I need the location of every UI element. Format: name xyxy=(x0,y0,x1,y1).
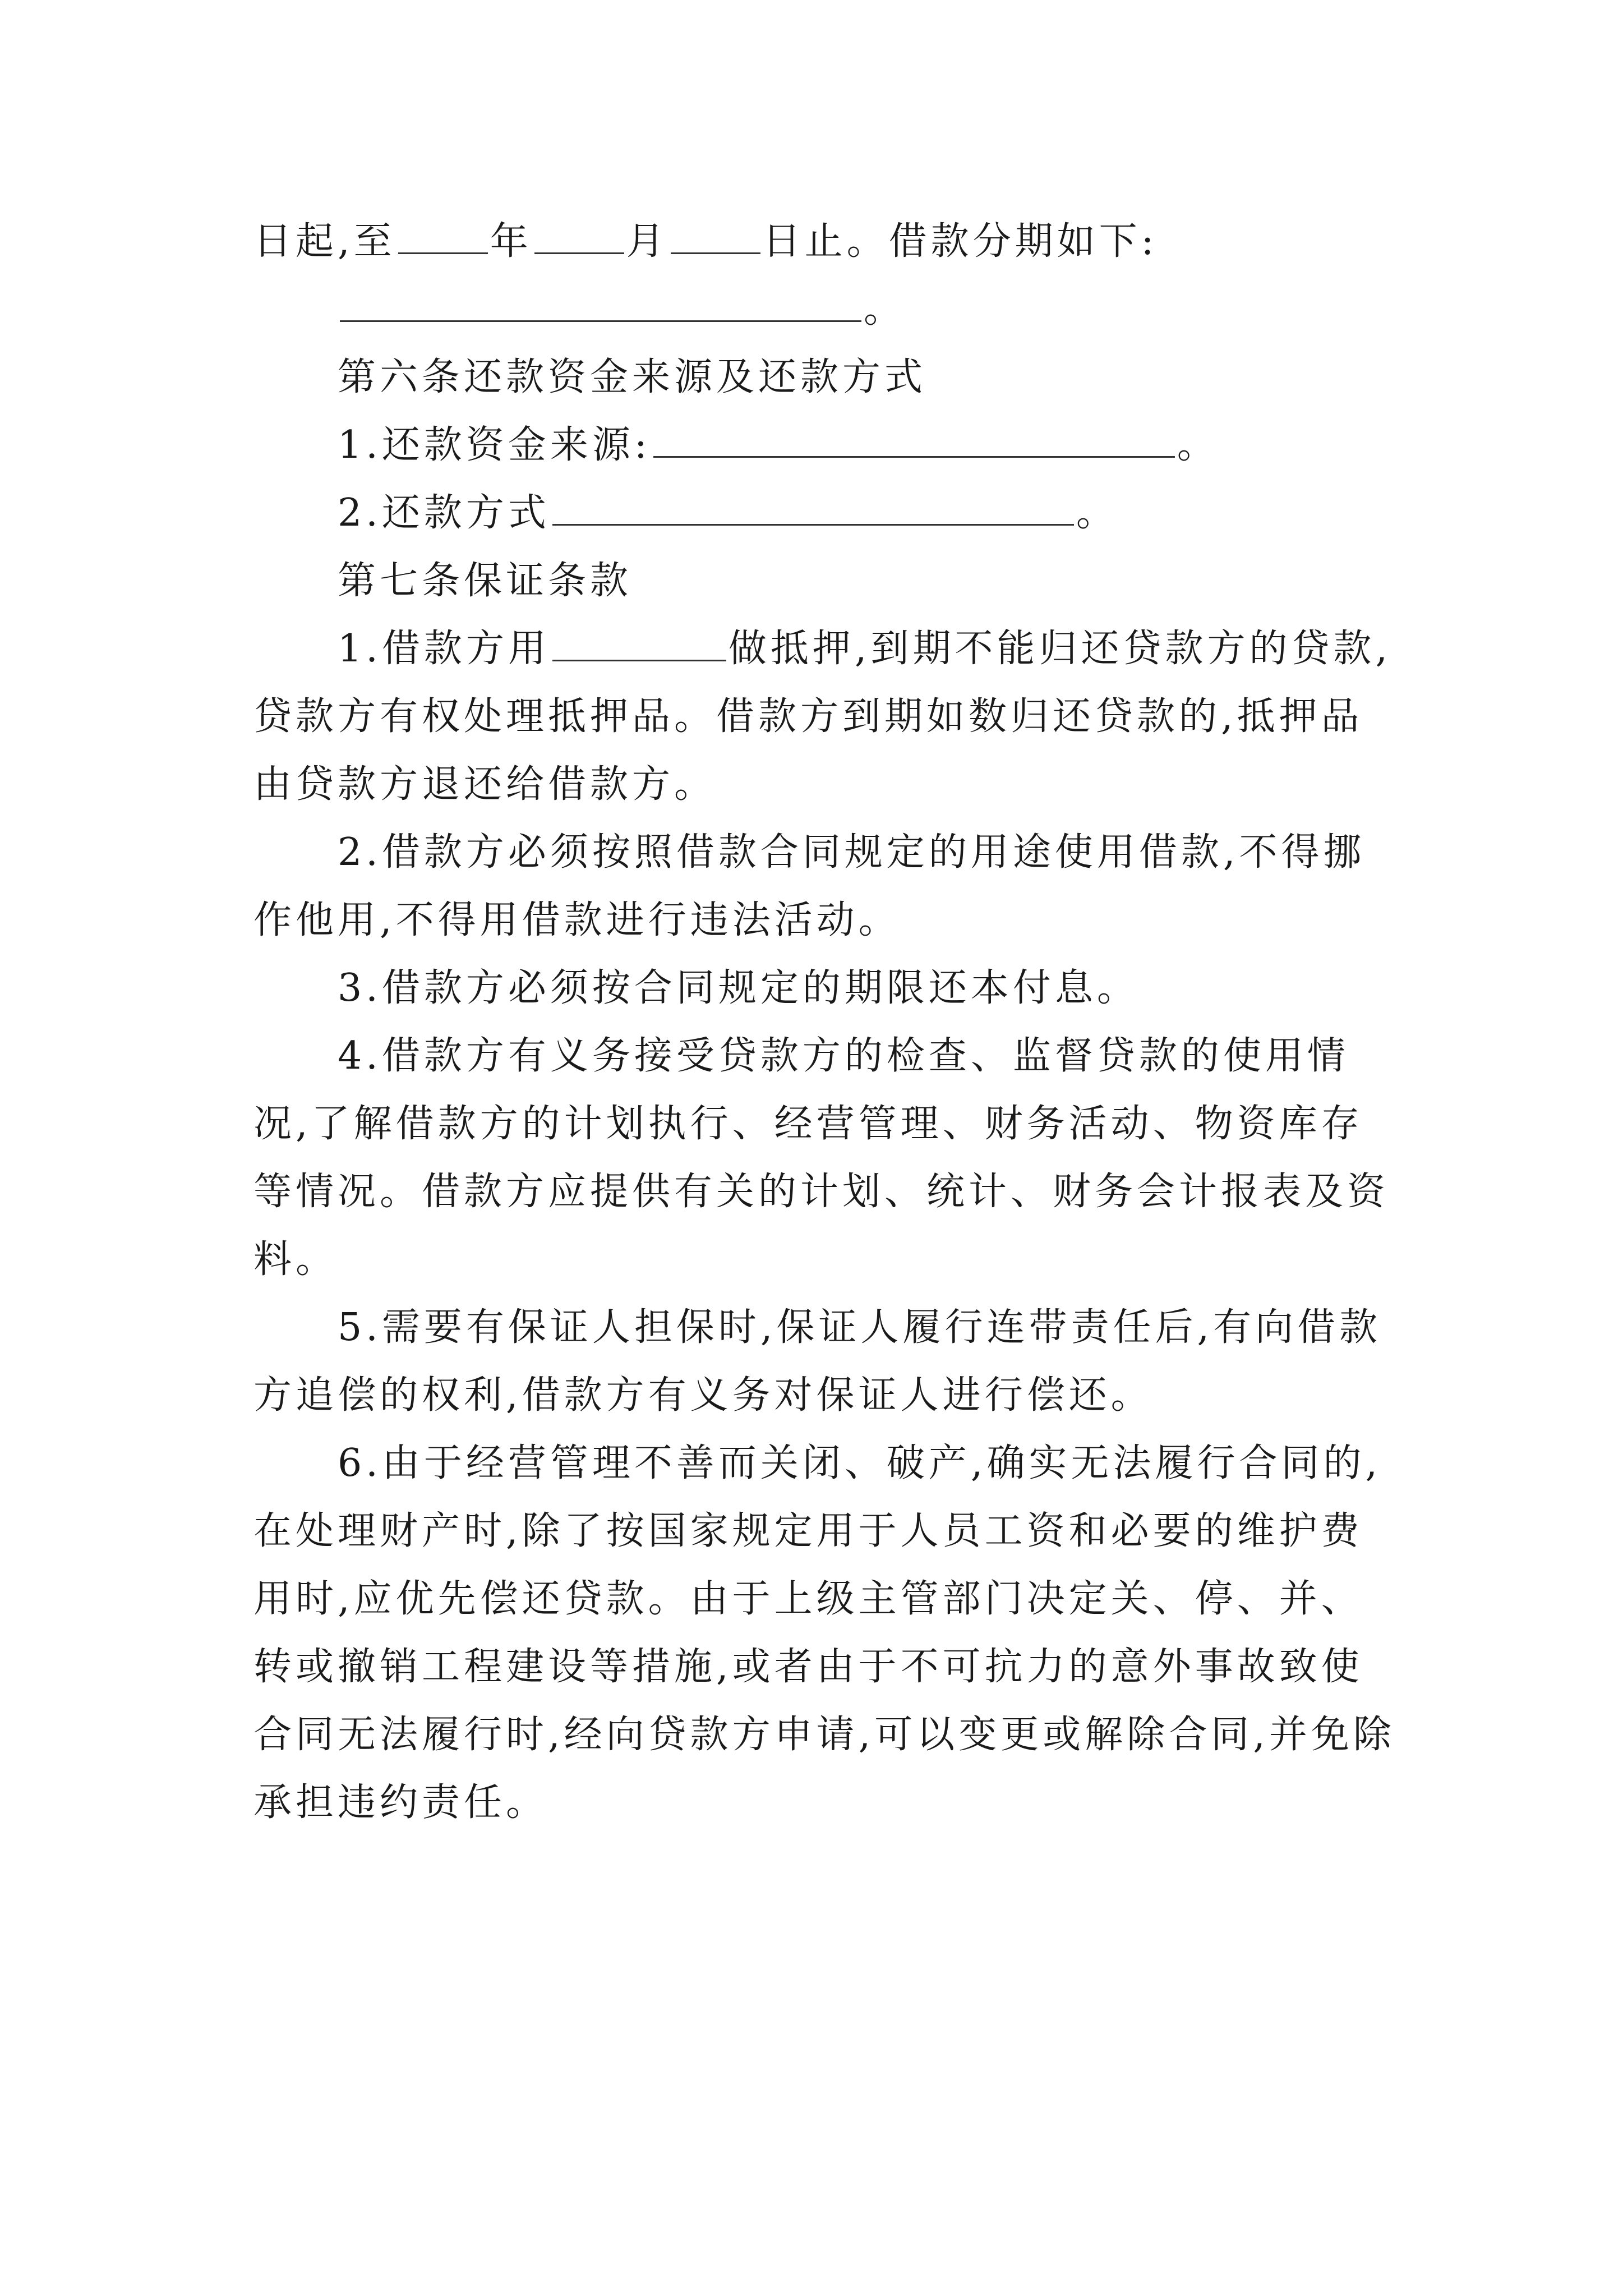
repayment-method-blank xyxy=(552,490,1074,526)
loan-period-line xyxy=(253,208,1398,275)
repayment-method-line xyxy=(253,479,1398,547)
text: 日起,至 xyxy=(253,219,396,264)
text: 。 xyxy=(1076,491,1118,535)
month-blank xyxy=(534,219,624,254)
text: 日止。借款分期如下: xyxy=(762,219,1158,264)
text: 1.借款方用 xyxy=(338,627,550,671)
text: 做抵押,到期不能归还贷款方的贷款,贷款方有权处理抵押品。借款方到期如数归还贷款的,抵押品由贷款方退还给借款方。 xyxy=(253,627,1392,807)
clause-1 xyxy=(253,615,1398,818)
text: 月 xyxy=(626,219,668,264)
clause-5: 5.需要有保证人担保时,保证人履行连带责任后,有向借款方追偿的权利,借款方有义务对保证人进行偿还。 xyxy=(253,1305,1382,1418)
installment-line xyxy=(253,275,1398,343)
text: 。 xyxy=(1177,423,1219,467)
clause-4: 4.借款方有义务接受贷款方的检查、监督贷款的使用情况,了解借款方的计划执行、经营管理、财务活动、物资库存等情况。借款方应提供有关的计划、统计、财务会计报表及资料。 xyxy=(253,1034,1390,1282)
year-blank xyxy=(398,219,488,254)
article-7-heading: 第七条保证条款 xyxy=(338,559,633,603)
collateral-blank xyxy=(552,626,726,661)
repayment-source-blank xyxy=(653,422,1175,458)
clause-6: 6.由于经营管理不善而关闭、破产,确实无法履行合同的,在处理财产时,除了按国家规定用于人员工资和必要的维护费用时,应优先偿还贷款。由于上级主管部门决定关、停、并、转或撤销工程建设等措施,或者由于不可抗力的意外事故致使合同无法履行时,经向贷款方申请,可以变更或解除合同,并免除承担违约责任。 xyxy=(253,1441,1395,1825)
text: 1.还款资金来源: xyxy=(338,423,651,467)
clause-2: 2.借款方必须按照借款合同规定的用途使用借款,不得挪作他用,不得用借款进行违法活动。 xyxy=(253,830,1366,942)
installment-blank xyxy=(340,287,861,322)
text: 。 xyxy=(864,287,906,332)
contract-body xyxy=(253,208,1398,1837)
text: 年 xyxy=(490,219,532,264)
day-blank xyxy=(671,219,760,254)
repayment-source-line xyxy=(253,411,1398,479)
clause-3: 3.借款方必须按合同规定的期限还本付息。 xyxy=(338,966,1139,1010)
article-6-heading: 第六条还款资金来源及还款方式 xyxy=(338,355,927,399)
text: 2.还款方式 xyxy=(338,491,550,535)
